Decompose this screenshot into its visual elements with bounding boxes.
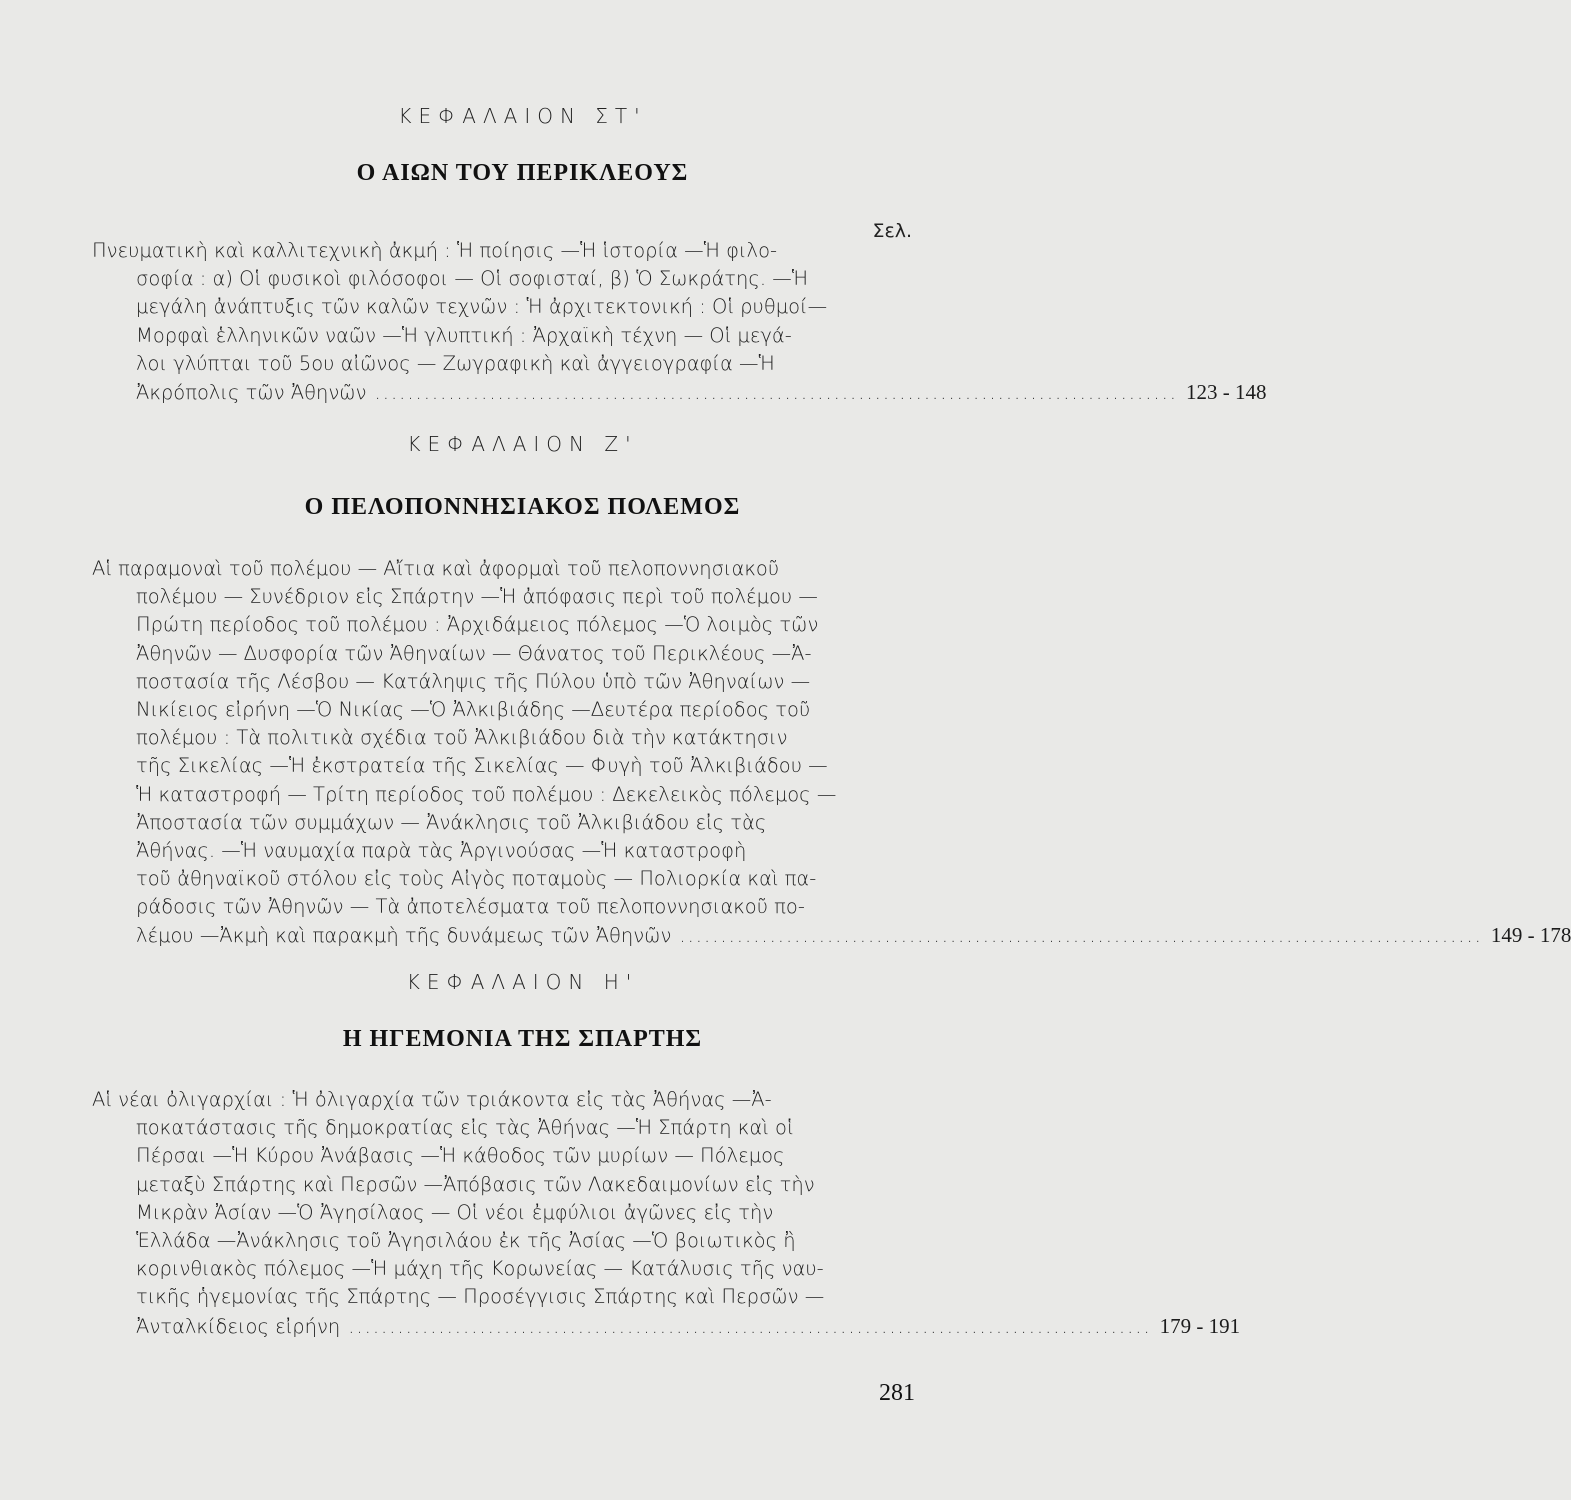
- summary-line: τῆς Σικελίας —Ἡ ἐκστρατεία τῆς Σικελίας — Φυγὴ τοῦ Ἀλκιβιάδου —: [136, 754, 828, 778]
- summary-line: πολέμου — Συνέδριον εἰς Σπάρτην —Ἡ ἀπόφασις περὶ τοῦ πολέμου —: [136, 585, 818, 609]
- page-column-label: Σελ.: [872, 220, 912, 242]
- leader-dots: ..................................................................................................: [679, 924, 1483, 948]
- chapter-title-st: Ο ΑΙΩΝ ΤΟΥ ΠΕΡΙΚΛΕΟΥΣ: [356, 160, 689, 186]
- summary-line: πολέμου : Τὰ πολιτικὰ σχέδια τοῦ Ἀλκιβιάδου διὰ τὴν κατάκτησιν: [136, 726, 788, 750]
- chapter-summary-st: [92, 237, 1267, 407]
- summary-line: Πρώτη περίοδος τοῦ πολέμου : Ἀρχιδάμειος πόλεμος —Ὁ λοιμὸς τῶν: [136, 613, 819, 637]
- summary-line: μεγάλη ἀνάπτυξις τῶν καλῶν τεχνῶν : Ἡ ἀρχιτεκτονική : Οἱ ρυθμοί—: [136, 295, 828, 319]
- chapter-label-h: ΚΕΦΑΛΑΙΟΝ Η': [406, 970, 639, 994]
- summary-line: Ἀθηνῶν — Δυσφορία τῶν Ἀθηναίων — Θάνατος τοῦ Περικλέους —Ἀ-: [136, 641, 812, 665]
- summary-last-line: [92, 378, 1267, 407]
- summary-line: ποκατάστασις τῆς δημοκρατίας εἰς τὰς Ἀθήνας —Ἡ Σπάρτη καὶ οἱ: [136, 1116, 794, 1140]
- summary-line: ποστασία τῆς Λέσβου — Κατάληψις τῆς Πύλου ὑπὸ τῶν Ἀθηναίων —: [136, 669, 811, 693]
- chapter-label-st: ΚΕΦΑΛΑΙΟΝ ΣΤ': [398, 104, 647, 128]
- summary-line: Πέρσαι —Ἡ Κύρου Ἀνάβασις —Ἡ κάθοδος τῶν μυρίων — Πόλεμος: [136, 1144, 785, 1168]
- summary-line: Ἀνταλκίδειος εἰρήνη: [136, 1314, 341, 1338]
- summary-last-line: [92, 1312, 1241, 1341]
- page-number: 281: [879, 1380, 915, 1406]
- chapter-label-z: ΚΕΦΑΛΑΙΟΝ Ζ': [407, 432, 638, 456]
- summary-line: Μικρὰν Ἀσίαν —Ὁ Ἀγησίλαος — Οἱ νέοι ἐμφύλιοι ἀγῶνες εἰς τὴν: [136, 1200, 774, 1224]
- summary-line: Αἱ νέαι ὀλιγαρχίαι : Ἡ ὀλιγαρχία τῶν τριάκοντα εἰς τὰς Ἀθήνας —Ἀ-: [92, 1088, 772, 1111]
- summary-line: κορινθιακὸς πόλεμος —Ἡ μάχη τῆς Κορωνείας — Κατάλυσις τῆς ναυ-: [136, 1257, 824, 1281]
- summary-line: Νικίειος εἰρήνη —Ὁ Νικίας —Ὁ Ἀλκιβιάδης —Δευτέρα περίοδος τοῦ: [136, 697, 811, 721]
- summary-line: λέμου —Ἀκμὴ καὶ παρακμὴ τῆς δυνάμεως τῶν Ἀθηνῶν: [136, 924, 672, 948]
- summary-last-line: [92, 921, 1571, 950]
- summary-line: μεταξὺ Σπάρτης καὶ Περσῶν —Ἀπόβασις τῶν Λακεδαιμονίων εἰς τὴν: [136, 1172, 815, 1196]
- summary-line: Ἀποστασία τῶν συμμάχων — Ἀνάκλησις τοῦ Ἀλκιβιάδου εἰς τὰς: [136, 810, 767, 834]
- summary-line: τοῦ ἀθηναϊκοῦ στόλου εἰς τοὺς Αἰγὸς ποταμοὺς — Πολιορκία καὶ πα-: [136, 867, 817, 891]
- page-range: 179 - 191: [1159, 1313, 1241, 1338]
- summary-line: Αἱ παραμοναὶ τοῦ πολέμου — Αἴτια καὶ ἀφορμαὶ τοῦ πελοποννησιακοῦ: [92, 557, 780, 580]
- summary-line: λοι γλύπται τοῦ 5ου αἰῶνος — Ζωγραφικὴ καὶ ἀγγειογραφία —Ἡ: [136, 351, 775, 375]
- chapter-title-z: Ο ΠΕΛΟΠΟΝΝΗΣΙΑΚΟΣ ΠΟΛΕΜΟΣ: [304, 494, 741, 520]
- summary-line: Πνευματικὴ καὶ καλλιτεχνικὴ ἀκμή : Ἡ ποίησις —Ἡ ἱστορία —Ἡ φιλο-: [92, 239, 778, 262]
- leader-dots: ..................................................................................................: [348, 1314, 1152, 1338]
- chapter-summary-z: [92, 555, 1571, 951]
- summary-line: Ἡ καταστροφή — Τρίτη περίοδος τοῦ πολέμου : Δεκελεικὸς πόλεμος —: [136, 782, 837, 806]
- summary-line: τικῆς ἡγεμονίας τῆς Σπάρτης — Προσέγγισις Σπάρτης καὶ Περσῶν —: [136, 1285, 825, 1309]
- chapter-title-h: Η ΗΓΕΜΟΝΙΑ ΤΗΣ ΣΠΑΡΤΗΣ: [342, 1026, 703, 1052]
- summary-line: Ἑλλάδα —Ἀνάκλησις τοῦ Ἀγησιλάου ἐκ τῆς Ἀσίας —Ὁ βοιωτικὸς ἢ: [136, 1228, 796, 1252]
- summary-line: Ἀκρόπολις τῶν Ἀθηνῶν: [136, 380, 367, 404]
- summary-line: σοφία : α) Οἱ φυσικοὶ φιλόσοφοι — Οἱ σοφισταί, β) Ὁ Σωκράτης. —Ἡ: [136, 267, 809, 291]
- summary-line: Μορφαὶ ἑλληνικῶν ναῶν —Ἡ γλυπτική : Ἀρχαϊκὴ τέχνη — Οἱ μεγά-: [136, 323, 792, 347]
- page-range: 123 - 148: [1186, 379, 1267, 404]
- chapter-summary-h: [92, 1086, 1241, 1341]
- page-range: 149 - 178: [1490, 923, 1571, 948]
- leader-dots: ..................................................................................................: [374, 380, 1178, 404]
- summary-line: ράδοσις τῶν Ἀθηνῶν — Τὰ ἀποτελέσματα τοῦ πελοποννησιακοῦ πο-: [136, 895, 805, 919]
- summary-line: Ἀθήνας. —Ἡ ναυμαχία παρὰ τὰς Ἀργινούσας —Ἡ καταστροφὴ: [136, 838, 747, 862]
